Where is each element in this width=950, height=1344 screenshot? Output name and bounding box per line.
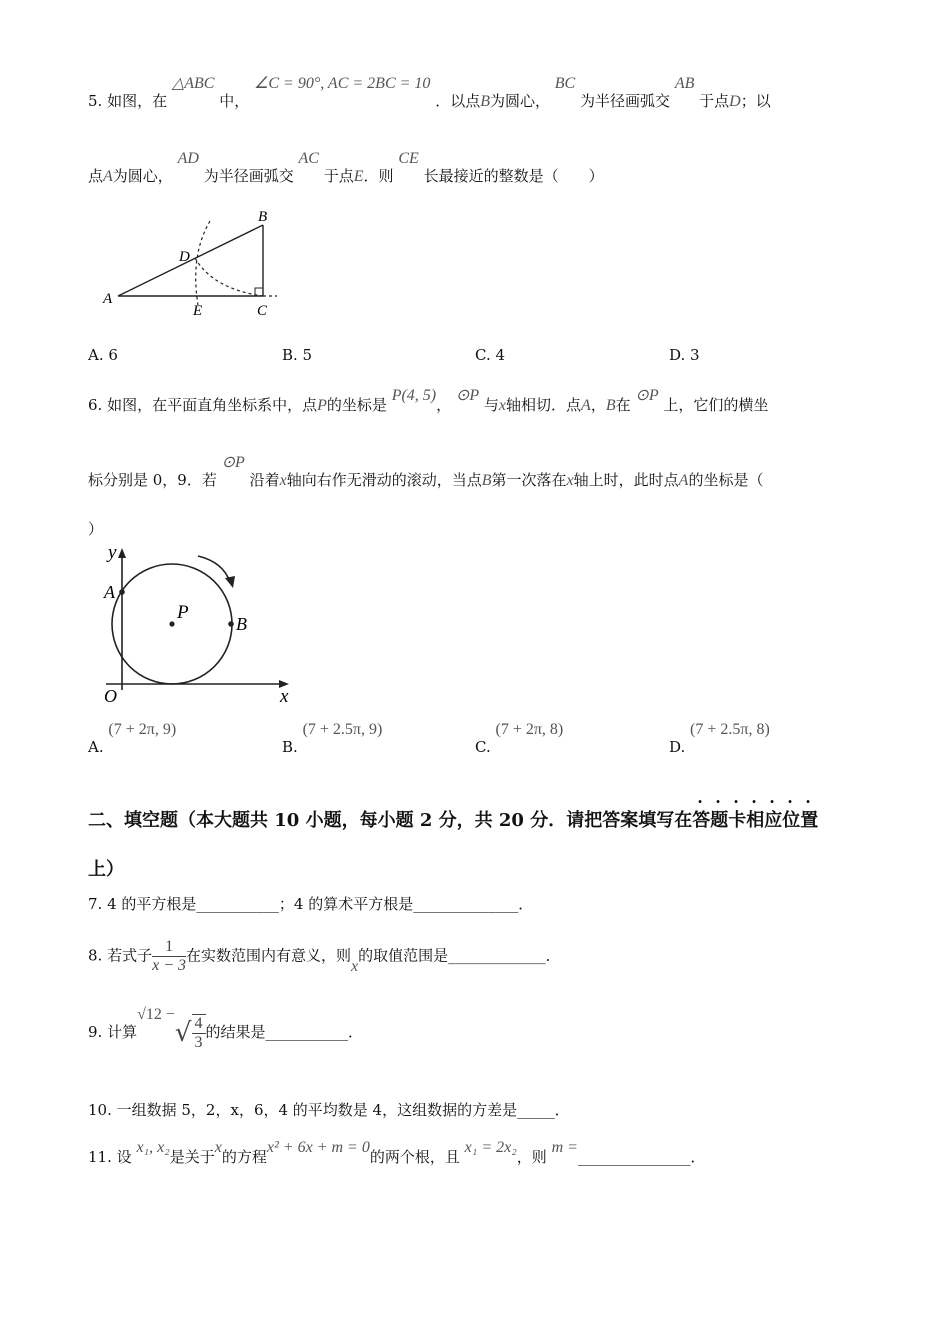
q11-text: 的两个根，且 — [369, 1148, 460, 1166]
q6-coordinate: P(4, 5) — [391, 387, 437, 404]
q5-text: ；以 — [740, 92, 771, 110]
q6-figure — [98, 542, 308, 707]
emph-char: 卡 — [728, 810, 747, 831]
section2-title: 二、填空题（本大题共 10 小题，每小题 2 分，共 20 分．请把答案填写在 — [88, 810, 693, 831]
option-label: D. — [669, 738, 686, 756]
q6-text: 上，它们的横坐 — [663, 396, 769, 414]
q6-point-b — [228, 621, 234, 627]
emph-char: 应 — [764, 810, 783, 831]
sqrt-sign-icon: √ — [174, 1018, 192, 1048]
q5-segment-label: AD — [177, 150, 199, 167]
option-label: C. — [475, 738, 491, 756]
q5-point-label: A — [103, 168, 113, 185]
q5-line1 — [88, 75, 771, 111]
q11-text: ，则 — [516, 1148, 547, 1166]
fraction-denominator: 3 — [194, 1034, 203, 1051]
q6-point-label: B — [605, 397, 616, 414]
q6-line3: ） — [88, 520, 104, 538]
q5-option-d: D. 3 — [669, 346, 700, 364]
q6-circle-label: ⊙P — [635, 387, 659, 404]
q6-text: 如图，在平面直角坐标系中，点 — [107, 396, 318, 414]
q5-option-c: C. 4 — [475, 346, 506, 364]
q8-text: 在实数范围内有意义，则 — [186, 946, 352, 965]
q6-var: x — [279, 472, 287, 489]
q6-text: ， — [436, 396, 452, 414]
q9-text: 计算 — [107, 1023, 138, 1041]
q6-text: 与 — [483, 396, 499, 414]
q5-option-b: B. 5 — [282, 346, 313, 364]
q5-condition: ∠C = 90°, AC = 2BC = 10 — [254, 75, 431, 92]
q6-option-b — [282, 721, 383, 757]
fraction-denominator: x − 3 — [152, 957, 187, 974]
q6-text: ， — [590, 396, 606, 414]
q6-text: 沿着 — [249, 471, 280, 489]
option-value: (7 + 2.5π, 8) — [690, 721, 770, 738]
q5-text: 为圆心， — [489, 92, 550, 110]
q5-point-label: E — [353, 168, 364, 185]
q6-point-label: A — [581, 397, 591, 414]
q11-text: 是关于 — [169, 1148, 215, 1166]
q11-text: 设 — [116, 1148, 132, 1166]
q6-var: x — [566, 472, 574, 489]
q5-segment-label: AB — [674, 75, 695, 92]
q6-text: 轴向右作无滑动的滚动，当点 — [286, 471, 482, 489]
q7: 7. 4 的平方根是___________；4 的算术平方根是______________． — [88, 895, 534, 913]
q8-number: 8. — [88, 946, 103, 965]
section2-emphasis — [692, 810, 818, 831]
q5-triangle-label: △ABC — [171, 75, 215, 92]
q5-arc-from-b — [195, 258, 263, 296]
q11 — [88, 1139, 706, 1167]
q5-text: 为半径画弧交 — [580, 92, 671, 110]
q9-number: 9. — [88, 1023, 103, 1041]
q5-side-ab — [118, 225, 263, 296]
q11-equation: x² + 6x + m = 0 — [266, 1139, 370, 1156]
q11-roots: x₁, x₂ — [136, 1139, 170, 1156]
q9-expression: √12 − — [137, 1006, 175, 1023]
q9 — [88, 1006, 364, 1052]
q5-label-e: E — [193, 303, 203, 319]
q6-circle-label: ⊙P — [221, 454, 245, 471]
q6-text: 第一次落在 — [491, 471, 567, 489]
q5-segment-label: BC — [554, 75, 576, 92]
q8-fraction — [152, 938, 186, 975]
emph-char: 置 — [800, 810, 819, 831]
q5-text: 中， — [219, 92, 250, 110]
q8 — [88, 938, 561, 975]
q11-answer-blank: _______________． — [577, 1148, 706, 1166]
q6-label-y: y — [108, 542, 117, 563]
q6-text: 标分别是 0，9．若 — [88, 471, 217, 489]
q8-text: 的取值范围是_____________． — [358, 946, 561, 965]
q5-text: 于点 — [699, 92, 730, 110]
q6-text: 轴上时，此时点 — [573, 471, 679, 489]
q5-text: 于点 — [323, 167, 354, 185]
option-value: (7 + 2π, 9) — [108, 721, 177, 738]
q5-text: ．以点 — [435, 92, 481, 110]
q5-text: 长最接近的整数是（ ） — [423, 167, 604, 185]
q5-figure — [95, 205, 295, 320]
q5-point-label: B — [480, 93, 490, 110]
q5-segment-label: CE — [398, 150, 419, 167]
q5-segment-label: AC — [298, 150, 319, 167]
q5-number: 5. — [88, 92, 103, 110]
q6-number: 6. — [88, 396, 103, 414]
emph-char: 相 — [746, 810, 765, 831]
option-label: A. — [88, 738, 104, 756]
q6-label-a: A — [104, 582, 115, 602]
q5-text: ．则 — [363, 167, 394, 185]
q9-text: 的结果是___________． — [205, 1023, 364, 1041]
q6-point-label: A — [678, 472, 689, 489]
q6-var: x — [498, 397, 507, 414]
option-value: (7 + 2π, 8) — [495, 721, 564, 738]
q6-point-p — [169, 621, 174, 626]
q11-var: x — [214, 1139, 222, 1156]
option-value: (7 + 2.5π, 9) — [302, 721, 383, 738]
q6-option-a — [88, 721, 177, 757]
section2-heading — [88, 806, 818, 832]
emph-char: 位 — [782, 810, 801, 831]
q6-circle-label: ⊙P — [455, 387, 480, 404]
q11-relation: x₁ = 2x₂ — [464, 1139, 517, 1156]
q5-option-a: A. 6 — [88, 346, 118, 364]
q6-label-o: O — [104, 686, 117, 706]
q6-option-d — [669, 721, 770, 757]
q6-text: 的坐标是 — [326, 396, 387, 414]
q8-var: x — [351, 957, 359, 975]
q6-line1 — [88, 387, 769, 415]
q6-text: 在 — [615, 396, 631, 414]
q6-label-p: P — [177, 602, 189, 623]
q6-point-label: P — [317, 397, 327, 414]
fraction-numerator: 4 — [192, 1015, 206, 1034]
q5-label-b: B — [258, 209, 268, 225]
q10: 10. 一组数据 5，2，x，6，4 的平均数是 4，这组数据的方差是_____． — [88, 1101, 570, 1119]
q6-line2 — [88, 454, 764, 490]
q5-text: 点 — [88, 167, 104, 185]
q5-line2 — [88, 150, 604, 186]
q11-text: 的方程 — [221, 1148, 267, 1166]
q5-text: 如图，在 — [107, 92, 168, 110]
q6-text: 轴相切．点 — [506, 396, 582, 414]
q5-label-a: A — [103, 291, 113, 307]
q5-label-c: C — [257, 303, 268, 319]
q6-label-b: B — [236, 614, 247, 634]
q6-option-c — [475, 721, 564, 757]
q5-label-d: D — [179, 249, 190, 265]
q6-text: 的坐标是（ — [688, 471, 764, 489]
q6-y-arrow — [118, 548, 126, 558]
q5-text: 为圆心， — [112, 167, 173, 185]
section2-heading-end: 上） — [88, 859, 124, 880]
q9-fraction — [192, 1014, 206, 1052]
q5-arc-from-a — [196, 221, 210, 305]
q11-number: 11. — [88, 1148, 112, 1166]
q6-point-label: B — [481, 472, 492, 489]
q11-m-label: m = — [551, 1139, 578, 1156]
q6-label-x: x — [280, 686, 289, 707]
emph-char: 答 — [692, 810, 711, 831]
option-label: B. — [282, 738, 298, 756]
q6-rotation-arrowhead — [225, 576, 235, 588]
q6-point-a — [119, 589, 125, 595]
q5-point-label: D — [729, 93, 741, 110]
q5-text: 为半径画弧交 — [203, 167, 294, 185]
q8-text: 若式子 — [107, 946, 153, 965]
emph-char: 题 — [710, 810, 729, 831]
fraction-numerator: 1 — [152, 938, 186, 957]
